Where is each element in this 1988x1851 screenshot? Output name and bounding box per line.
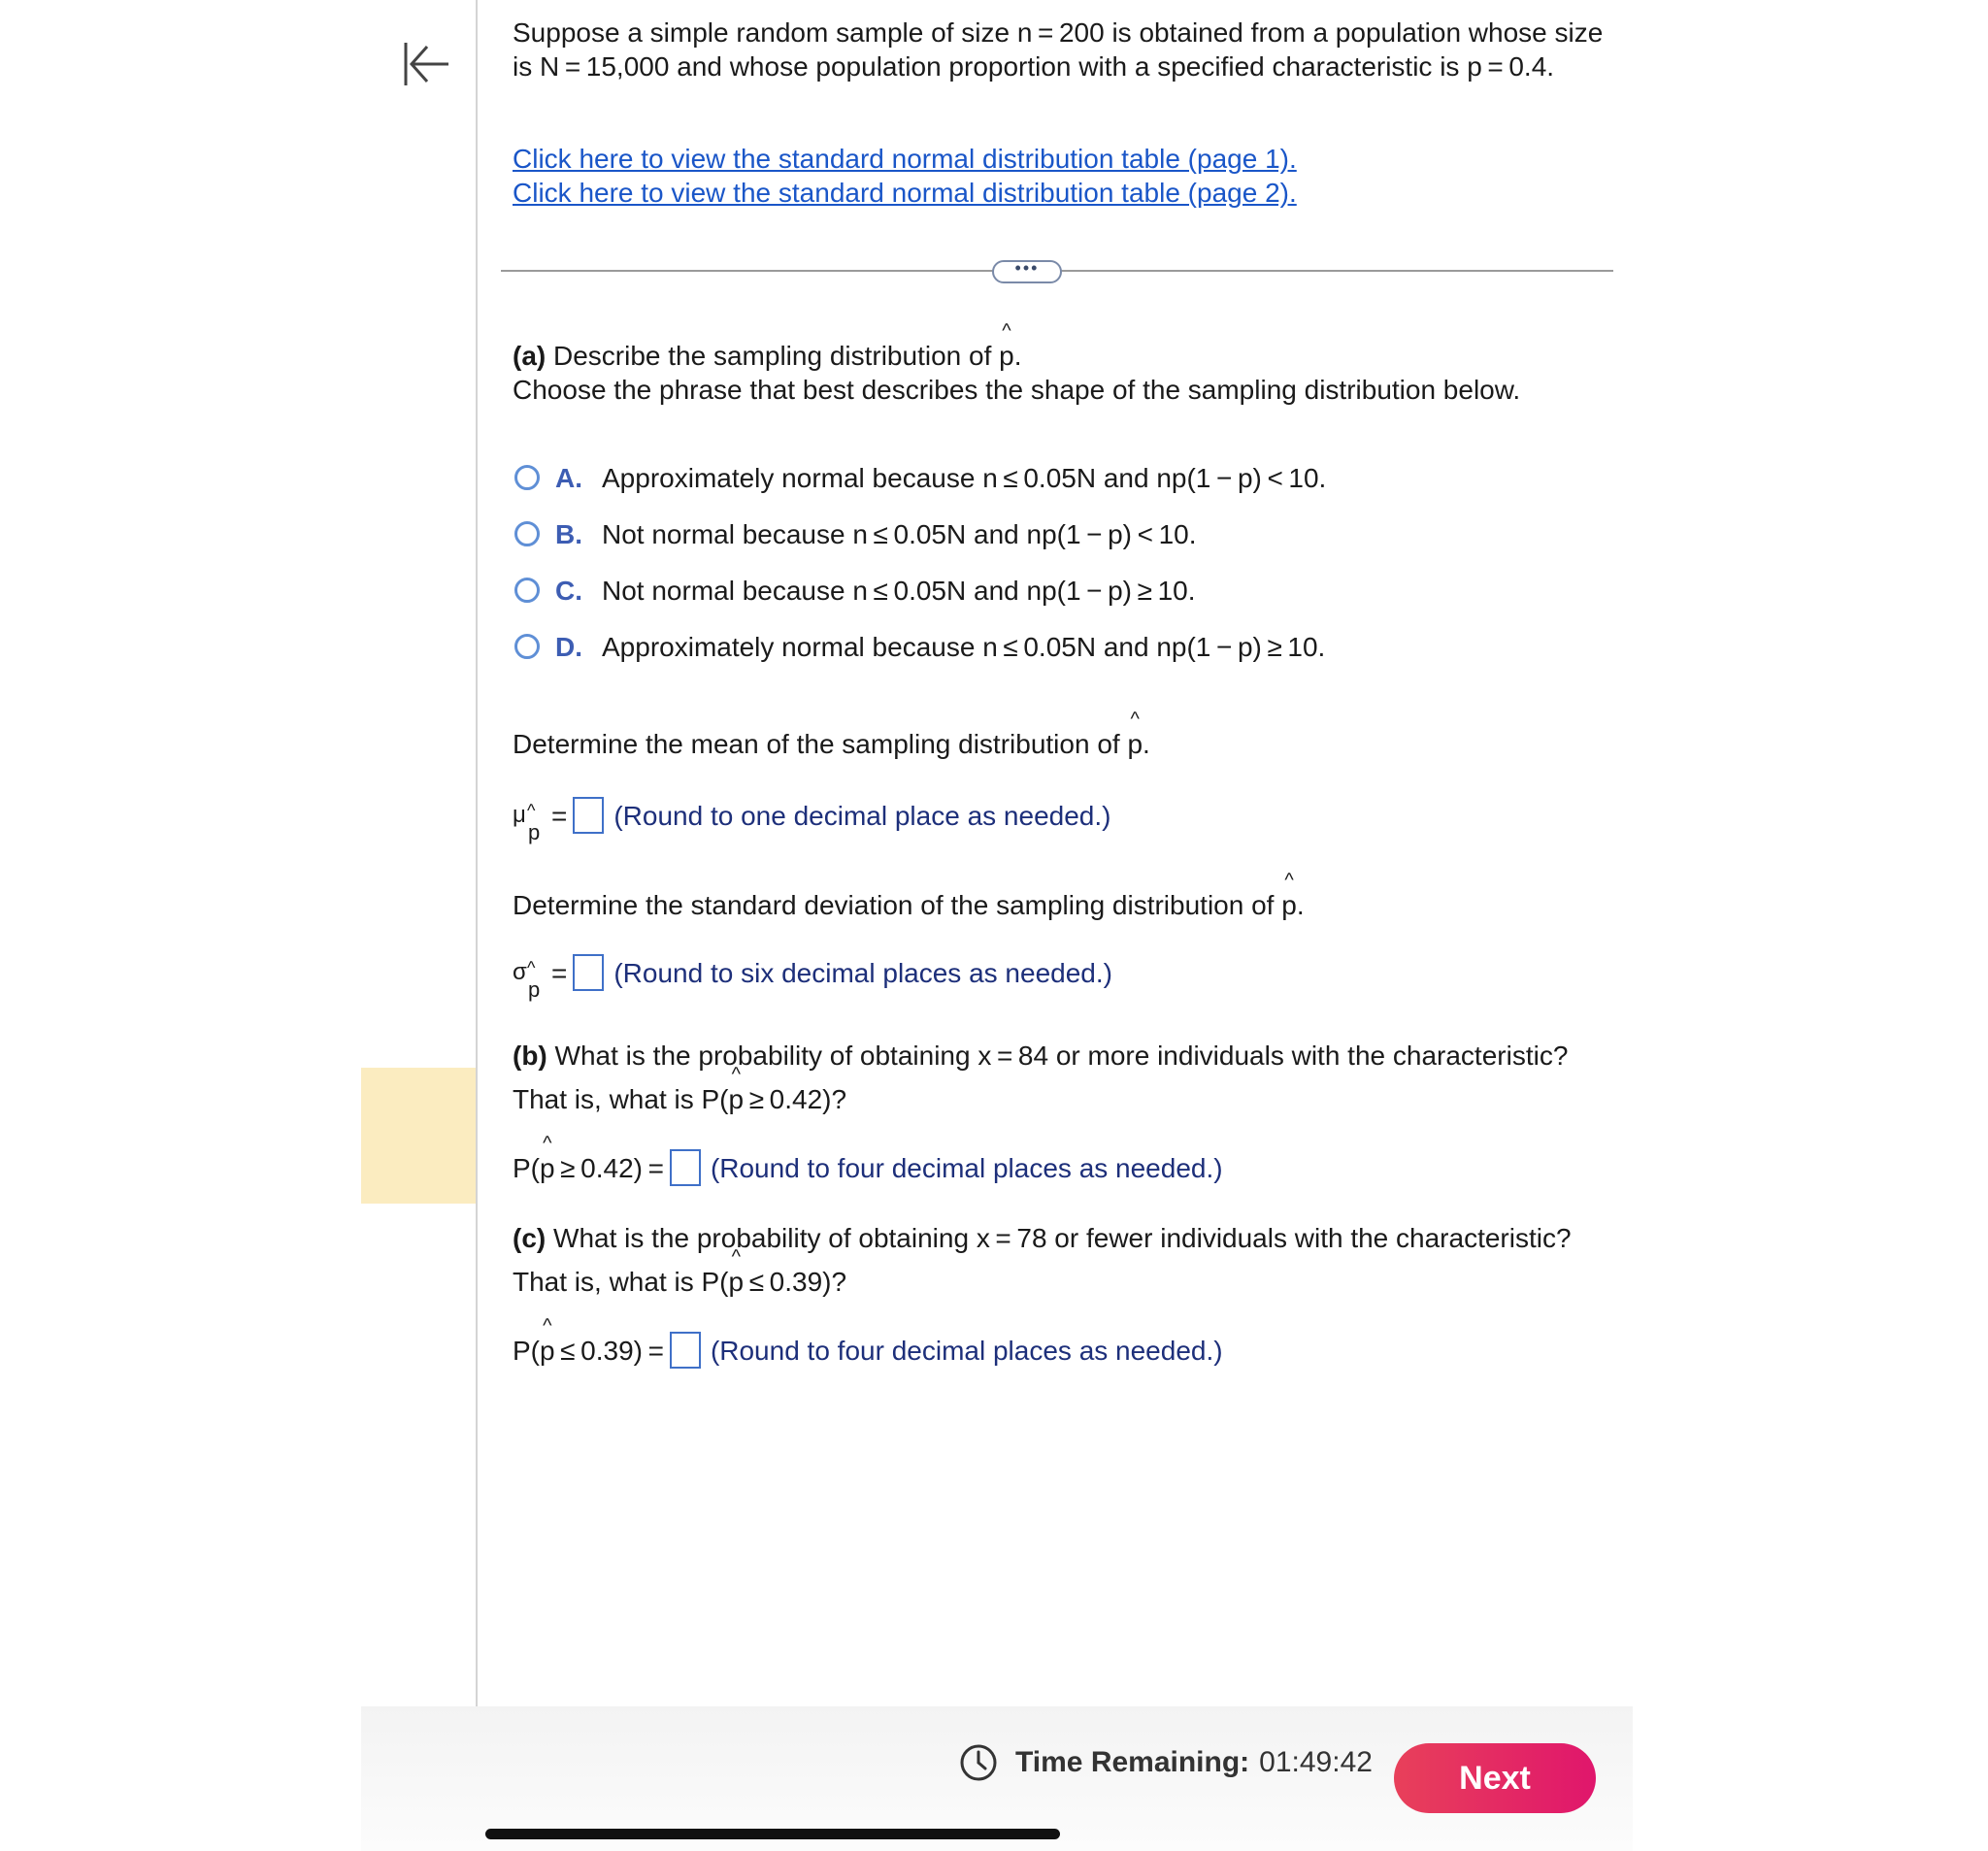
part-b-hint: (Round to four decimal places as needed.) bbox=[710, 1152, 1223, 1183]
part-a-question-end: . bbox=[1013, 341, 1022, 371]
equals-sign: = bbox=[551, 800, 568, 831]
time-remaining bbox=[959, 1743, 1373, 1782]
time-remaining-value: 01:49:42 bbox=[1259, 1746, 1373, 1778]
normal-table-page1-link[interactable]: Click here to view the standard normal distribution table (page 1). bbox=[513, 144, 1297, 174]
mean-prompt bbox=[513, 727, 1150, 761]
hat-mark: ^ bbox=[527, 801, 536, 820]
home-indicator bbox=[485, 1829, 1060, 1839]
part-b-answer-input[interactable] bbox=[670, 1149, 701, 1186]
part-a-question bbox=[513, 339, 1022, 373]
option-d[interactable] bbox=[514, 629, 1325, 664]
radio-c[interactable] bbox=[514, 578, 540, 603]
next-button[interactable]: Next bbox=[1394, 1743, 1596, 1813]
p-hat-symbol: ^ p bbox=[729, 1265, 745, 1299]
sd-answer-input[interactable] bbox=[573, 954, 604, 991]
part-b-question-text: What is the probability of obtaining x = 84 or more individuals with the characteristic? bbox=[547, 1041, 1569, 1071]
option-b-text: Not normal because n ≤ 0.05N and np(1 − p) < 10. bbox=[602, 518, 1197, 549]
equals-sign: = bbox=[551, 957, 568, 988]
normal-table-page2-link[interactable]: Click here to view the standard normal distribution table (page 2). bbox=[513, 178, 1297, 208]
mu-p-hat-symbol bbox=[513, 794, 551, 844]
radio-d[interactable] bbox=[514, 634, 540, 659]
time-remaining-label: Time Remaining: bbox=[1015, 1746, 1250, 1778]
part-c-answer-row bbox=[513, 1329, 1223, 1372]
option-b-letter: B. bbox=[555, 518, 582, 549]
part-b-that-is-text: That is, what is P( bbox=[513, 1084, 729, 1114]
expand-more-button[interactable]: ••• bbox=[992, 260, 1062, 283]
mu-subscript: p bbox=[528, 820, 541, 844]
p-hat-symbol: ^ p bbox=[540, 1334, 555, 1368]
part-a-instruction: Choose the phrase that best describes the shape of the sampling distribution below. bbox=[513, 375, 1521, 405]
mean-answer-input[interactable] bbox=[573, 797, 604, 834]
p-hat-symbol: ^ p bbox=[999, 339, 1014, 373]
collapse-panel-button[interactable] bbox=[398, 35, 456, 93]
problem-statement: Suppose a simple random sample of size n = 200 is obtained from a population whose size is N = 15,000 and whose population proportion with a specified characteristic is p = 0.4. bbox=[513, 17, 1604, 82]
part-b-question bbox=[513, 1039, 1568, 1073]
p-hat-symbol: ^ p bbox=[729, 1082, 745, 1116]
part-c-answer-input[interactable] bbox=[670, 1332, 701, 1369]
part-c-question bbox=[513, 1221, 1572, 1255]
option-a[interactable] bbox=[514, 460, 1326, 495]
part-c-hint: (Round to four decimal places as needed.) bbox=[710, 1335, 1223, 1366]
mu-symbol: μ bbox=[513, 802, 526, 828]
current-part-highlight bbox=[361, 1068, 476, 1204]
sd-prompt-text: Determine the standard deviation of the sampling distribution of bbox=[513, 890, 1282, 920]
part-c-question-text: What is the probability of obtaining x = 78 or fewer individuals with the characteristic? bbox=[546, 1223, 1572, 1253]
hat-mark: ^ bbox=[527, 958, 536, 977]
clock-icon bbox=[959, 1743, 998, 1782]
part-c-that-is bbox=[513, 1265, 846, 1299]
sd-hint: (Round to six decimal places as needed.) bbox=[613, 957, 1112, 988]
sigma-p-hat-symbol bbox=[513, 951, 551, 1002]
mean-hint: (Round to one decimal place as needed.) bbox=[613, 800, 1111, 831]
mean-prompt-end: . bbox=[1143, 729, 1150, 759]
option-d-letter: D. bbox=[555, 631, 582, 662]
part-a-tag: (a) bbox=[513, 341, 547, 371]
part-b-answer-label-end: ≥ 0.42) = bbox=[554, 1152, 664, 1183]
p-hat-symbol: ^ p bbox=[540, 1151, 555, 1185]
sd-prompt bbox=[513, 888, 1305, 922]
radio-b[interactable] bbox=[514, 521, 540, 546]
option-c[interactable] bbox=[514, 573, 1196, 608]
sd-prompt-end: . bbox=[1296, 890, 1305, 920]
part-b-that-is bbox=[513, 1082, 846, 1116]
part-c-answer-label-end: ≤ 0.39) = bbox=[554, 1335, 664, 1366]
part-b-tag: (b) bbox=[513, 1041, 547, 1071]
sd-answer-row bbox=[513, 951, 1112, 1002]
sigma-symbol: σ bbox=[513, 959, 527, 985]
part-c-answer-label: P( bbox=[513, 1335, 540, 1366]
sigma-subscript: p bbox=[528, 977, 541, 1002]
table-links bbox=[513, 142, 1297, 210]
part-c-that-is-text: That is, what is P( bbox=[513, 1267, 729, 1297]
left-rail-divider bbox=[476, 0, 478, 1706]
part-a-question-text: Describe the sampling distribution of bbox=[546, 341, 1000, 371]
option-a-letter: A. bbox=[555, 462, 582, 493]
part-c-tag: (c) bbox=[513, 1223, 547, 1253]
mean-prompt-text: Determine the mean of the sampling distribution of bbox=[513, 729, 1128, 759]
mean-answer-row bbox=[513, 794, 1111, 844]
option-c-text: Not normal because n ≤ 0.05N and np(1 − p) ≥ 10. bbox=[602, 575, 1196, 606]
part-b-answer-label: P( bbox=[513, 1152, 540, 1183]
part-c-that-is-end: ≤ 0.39)? bbox=[744, 1267, 847, 1297]
part-b-that-is-end: ≥ 0.42)? bbox=[744, 1084, 847, 1114]
arrow-left-to-bar-icon bbox=[398, 35, 456, 93]
part-b-answer-row bbox=[513, 1146, 1223, 1189]
option-b[interactable] bbox=[514, 516, 1197, 551]
p-hat-symbol: ^ p bbox=[1127, 727, 1143, 761]
option-d-text: Approximately normal because n ≤ 0.05N and np(1 − p) ≥ 10. bbox=[602, 631, 1326, 662]
radio-a[interactable] bbox=[514, 465, 540, 490]
option-a-text: Approximately normal because n ≤ 0.05N and np(1 − p) < 10. bbox=[602, 462, 1327, 493]
option-c-letter: C. bbox=[555, 575, 582, 606]
p-hat-symbol: ^ p bbox=[1281, 888, 1297, 922]
